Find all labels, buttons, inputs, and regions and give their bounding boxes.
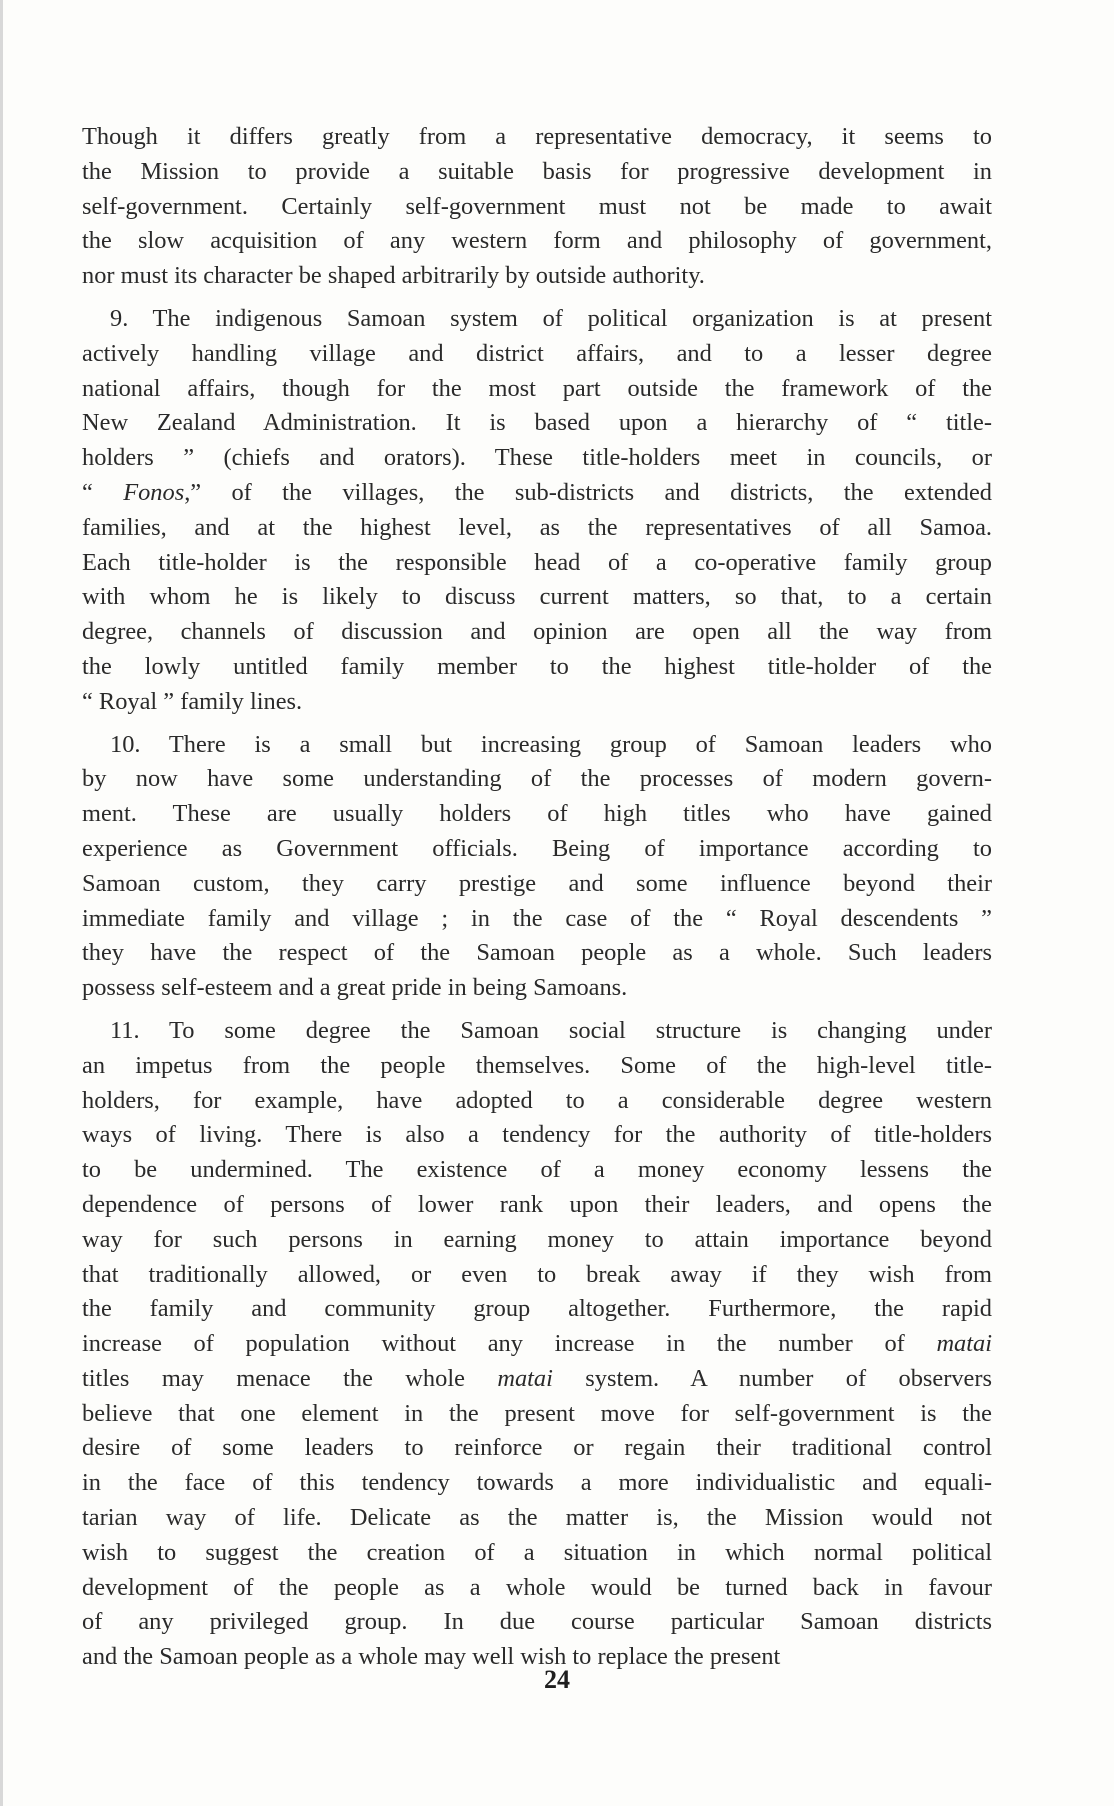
text-line: 9. The indigenous Samoan system of political organization is at present [110, 304, 992, 332]
text-line: the slow acquisition of any western form and philosophy of government, [82, 227, 992, 255]
text-line: Though it differs greatly from a representative democracy, it seems to [82, 123, 992, 150]
text-line: actively handling village and district affairs, and to a lesser degree [82, 339, 992, 367]
text-line: increase of population without any increase in the number of matai [82, 1330, 992, 1358]
text-line: they have the respect of the Samoan people as a whole. Such leaders [82, 939, 992, 967]
text-line: the Mission to provide a suitable basis for progressive development in [82, 157, 992, 185]
text-line: with whom he is likely to discuss current matters, so that, to a certain [82, 583, 992, 611]
text-line: wish to suggest the creation of a situation in which normal political [82, 1538, 992, 1566]
text-line: and the Samoan people as a whole may well wish to replace the present [82, 1643, 781, 1671]
text-line: nor must its character be shaped arbitrarily by outside authority. [82, 262, 705, 290]
text-line: titles may menace the whole matai system. A number of observers [82, 1364, 992, 1392]
body-text [82, 120, 992, 1683]
text-line: development of the people as a whole would be turned back in favour [82, 1573, 992, 1601]
text-line: self-government. Certainly self-government must not be made to await [82, 192, 992, 220]
text-line: national affairs, though for the most part outside the framework of the [82, 374, 992, 402]
text-line: experience as Government officials. Being of importance according to [82, 834, 992, 862]
text-line: the lowly untitled family member to the highest title-holder of the [82, 652, 992, 680]
text-line: Each title-holder is the responsible head of a co-operative family group [82, 548, 992, 576]
text-line: possess self-esteem and a great pride in being Samoans. [82, 974, 628, 1002]
text-line: 11. To some degree the Samoan social structure is changing under [110, 1016, 992, 1044]
paragraph [82, 728, 992, 1006]
text-line: dependence of persons of lower rank upon their leaders, and opens the [82, 1190, 992, 1218]
paragraph [82, 120, 992, 294]
page-number: 24 [544, 1665, 570, 1694]
text-line: “ Fonos,” of the villages, the sub-districts and districts, the extended [82, 478, 992, 506]
text-line: way for such persons in earning money to attain importance beyond [82, 1225, 992, 1253]
text-line: believe that one element in the present move for self-government is the [82, 1399, 992, 1427]
text-line: New Zealand Administration. It is based upon a hierarchy of “ title- [82, 409, 992, 437]
text-line: to be undermined. The existence of a money economy lessens the [82, 1156, 992, 1184]
text-line: ment. These are usually holders of high titles who have gained [82, 800, 992, 828]
page-edge [0, 0, 3, 1806]
text-line: degree, channels of discussion and opinion are open all the way from [82, 618, 992, 646]
text-line: by now have some understanding of the processes of modern govern- [82, 765, 992, 793]
text-line: holders, for example, have adopted to a considerable degree western [82, 1086, 992, 1114]
text-line: that traditionally allowed, or even to break away if they wish from [82, 1260, 992, 1288]
text-line: ways of living. There is also a tendency for the authority of title-holders [82, 1121, 992, 1149]
text-line: desire of some leaders to reinforce or regain their traditional control [82, 1434, 992, 1462]
text-line: “ Royal ” family lines. [82, 687, 303, 715]
text-line: families, and at the highest level, as the representatives of all Samoa. [82, 513, 992, 541]
text-line: tarian way of life. Delicate as the matter is, the Mission would not [82, 1504, 992, 1532]
paragraph [82, 302, 992, 720]
text-line: in the face of this tendency towards a more individualistic and equali- [82, 1469, 992, 1497]
paragraph [82, 1014, 992, 1675]
text-line: Samoan custom, they carry prestige and some influence beyond their [82, 869, 992, 897]
text-line: 10. There is a small but increasing group of Samoan leaders who [110, 730, 992, 758]
text-line: an impetus from the people themselves. Some of the high-level title- [82, 1051, 992, 1079]
text-line: of any privileged group. In due course particular Samoan districts [82, 1608, 992, 1636]
text-line: the family and community group altogether. Furthermore, the rapid [82, 1295, 992, 1323]
text-line: immediate family and village ; in the case of the “ Royal descendents ” [82, 904, 992, 932]
text-line: holders ” (chiefs and orators). These title-holders meet in councils, or [82, 444, 992, 472]
